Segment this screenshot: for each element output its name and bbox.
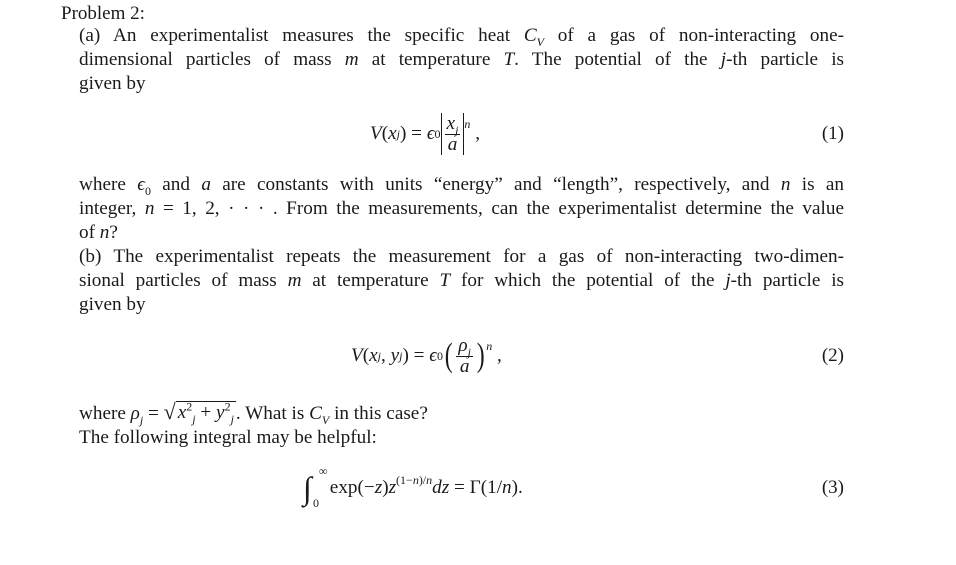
part-a-after-line-1: where $\epsilon_0$ and a are constants with units “energy” and “length”, respectively, and n is an <box>79 174 844 198</box>
part-a-intro-line-3: given by <box>79 73 146 94</box>
part-b-intro-line-2: sional particles of mass m at temperature T for which the potential of the j-th particle is <box>79 270 845 291</box>
equation-3-number: (3) <box>821 477 844 498</box>
part-a-after-line-3: of n? <box>79 222 118 243</box>
part-a-intro-line-1: (a) An experimentalist measures the specific heat $C_V$ of a gas of non-interacting one- <box>79 25 845 49</box>
part-b-intro-line-3: given by <box>79 294 146 315</box>
part-b-after <box>79 401 844 450</box>
part-b-after-line-2: The following integral may be helpful: <box>79 427 377 448</box>
equation-1-number: (1) <box>821 123 844 144</box>
equation-2-body: V ( x j , y j ) = ϵ 0 ( $\frac{\rho_j}{a}$ ) $^n$ , <box>351 334 502 377</box>
part-a-intro <box>79 24 844 96</box>
equation-2-number: (2) <box>821 345 844 366</box>
equation-3 <box>79 460 844 516</box>
equation-2 <box>79 328 844 384</box>
part-a-after <box>79 173 844 245</box>
part-a-after-line-2: integer, n = 1, 2, · · · . From the measurements, can the experimentalist determine the value <box>79 198 844 219</box>
equation-1-body: V ( x j ) = ϵ 0 $\frac{x_j}{a}$ $^n$ , <box>370 112 481 155</box>
part-b-intro-line-1: (b) The experimentalist repeats the measurement for a gas of non-interacting two-dimen- <box>79 246 844 267</box>
part-b-after-line-1: where $\rho_j$ = √ $x^2_j + y^2_j$ . What is $C_V$ in this case? <box>79 399 428 427</box>
equation-1 <box>79 106 844 162</box>
problem-heading: Problem 2: <box>61 3 145 24</box>
equation-3-body: ∫ ∞ 0 exp(− z ) z $^{(1-n )/n}$ dz = Γ(1/ n ). <box>303 464 523 510</box>
part-a-intro-line-2: dimensional particles of mass m at temperature T. The potential of the j-th particle is <box>79 49 844 70</box>
part-b-intro <box>79 245 844 317</box>
